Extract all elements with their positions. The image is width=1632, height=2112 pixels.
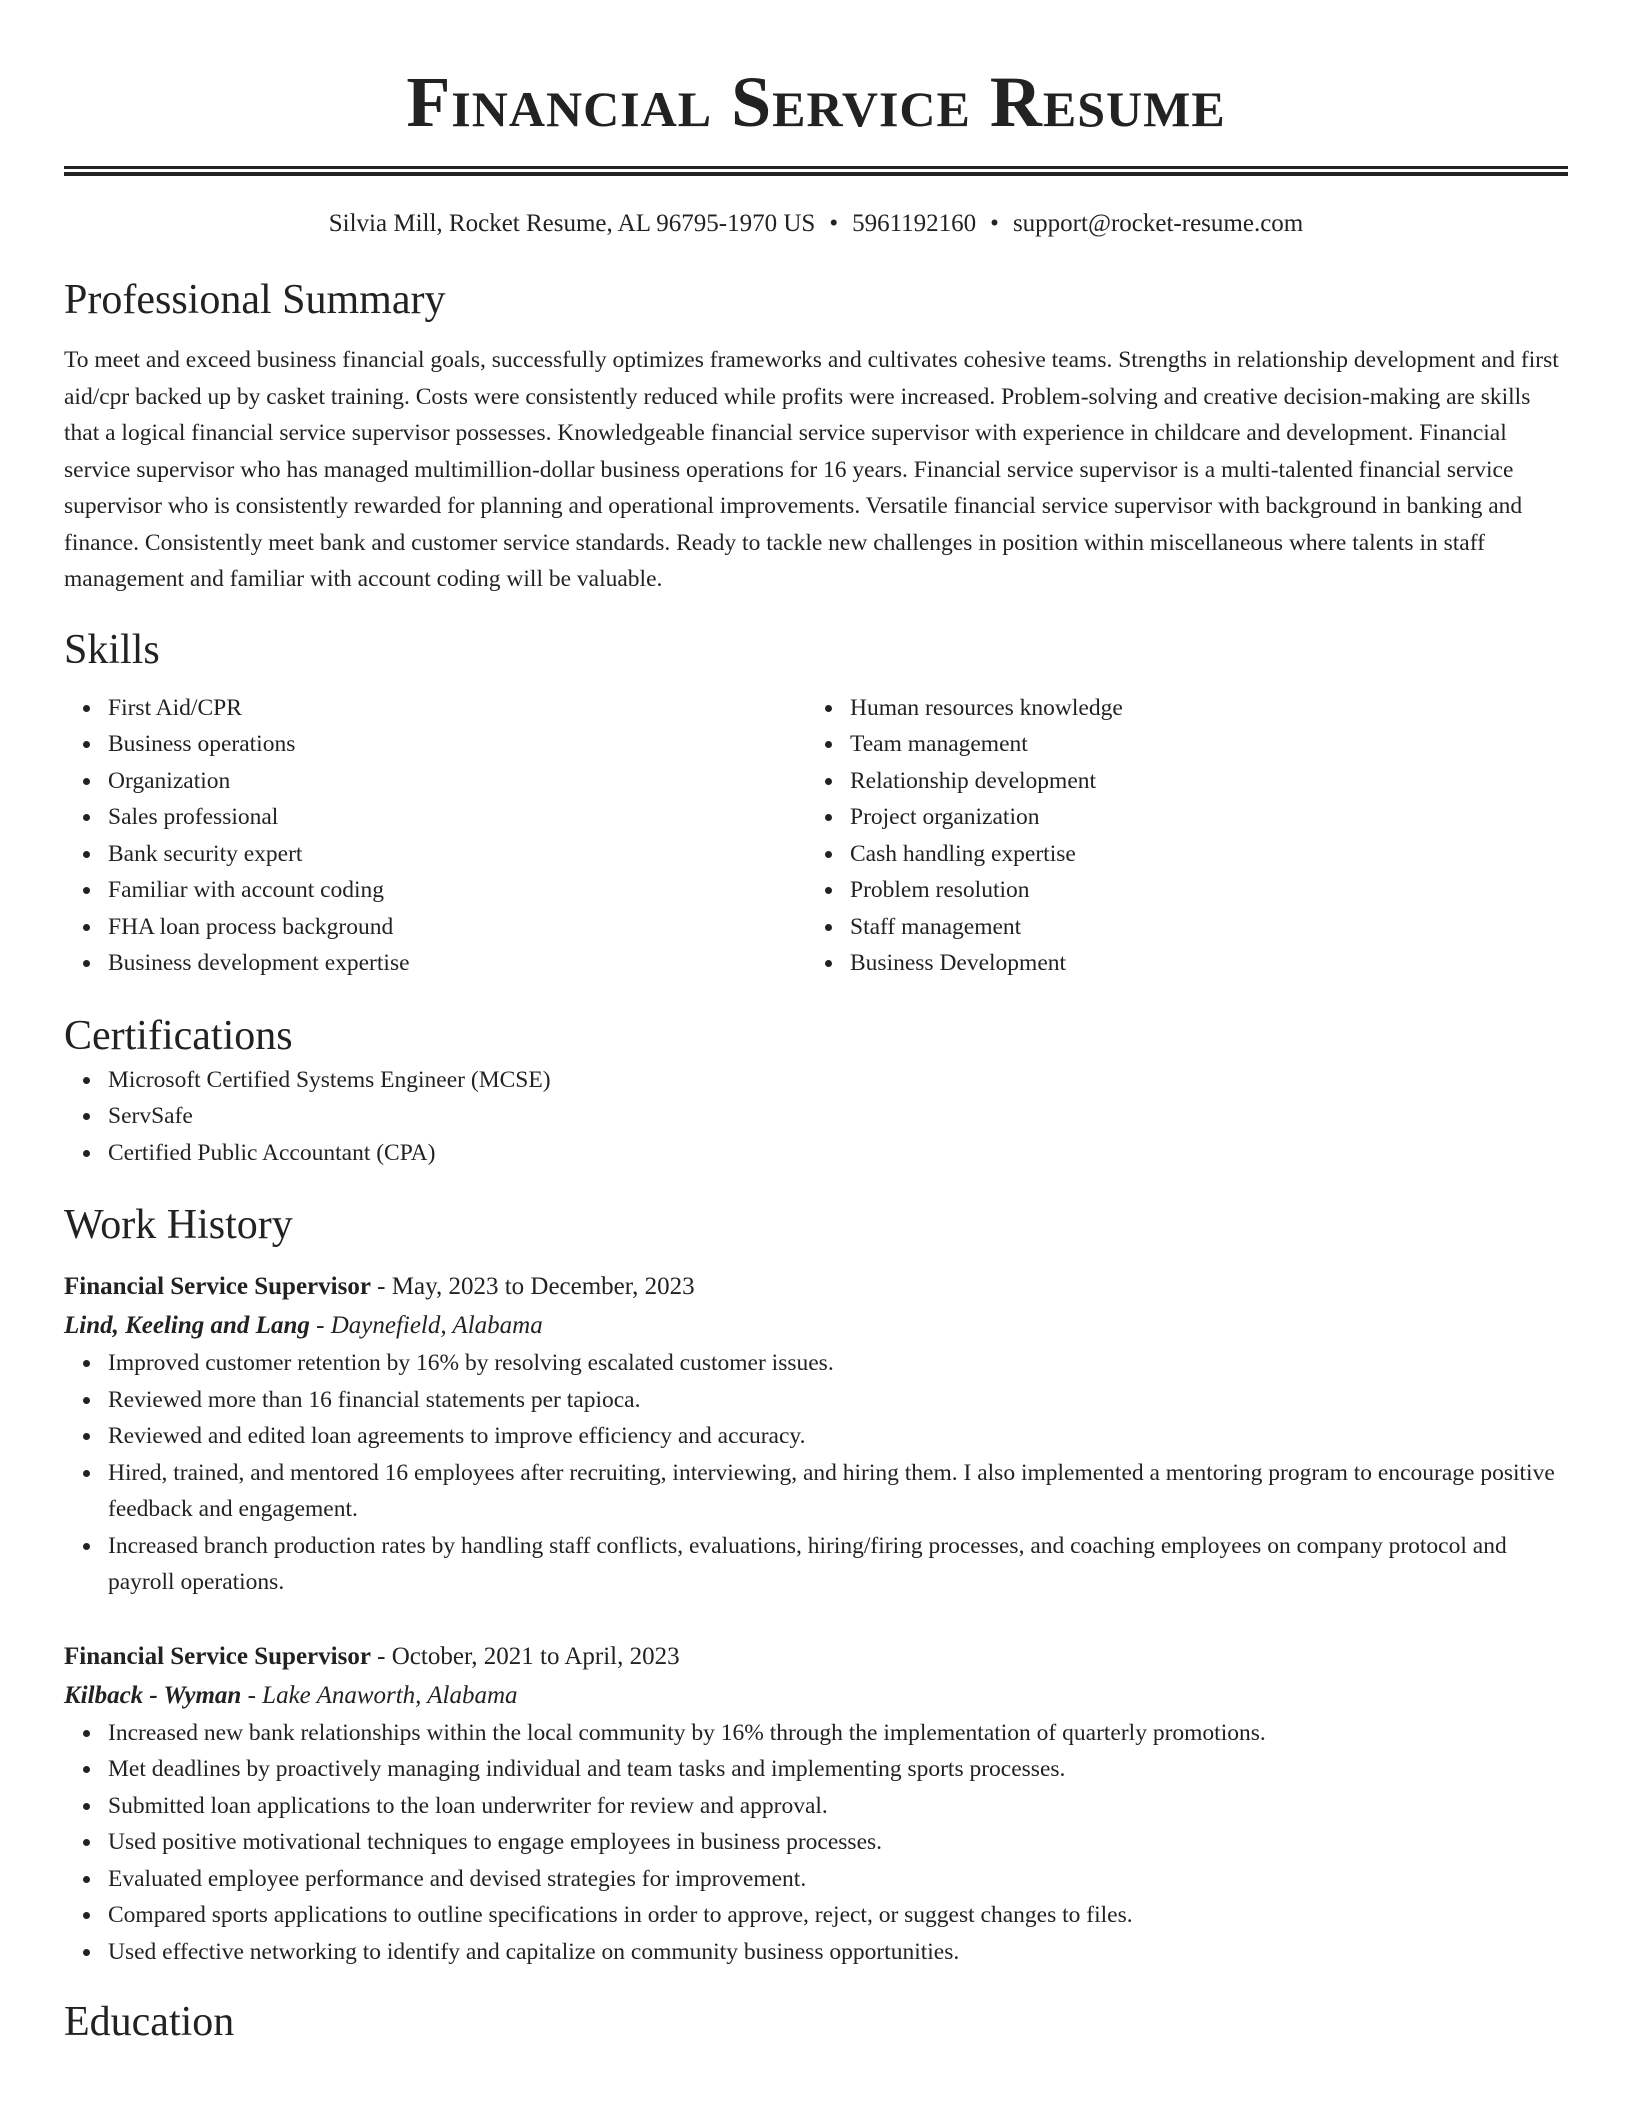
skill-item: Bank security expert <box>108 836 806 873</box>
job-bullet: Improved customer retention by 16% by resolving escalated customer issues. <box>108 1345 1568 1382</box>
job-location: - Lake Anaworth, Alabama <box>241 1681 518 1709</box>
skills-list-left <box>64 690 806 982</box>
job-company-line <box>64 1676 1568 1715</box>
job-bullets <box>64 1715 1568 1971</box>
skill-item: FHA loan process background <box>108 909 806 946</box>
skills-heading: Skills <box>64 626 160 673</box>
contact-line <box>64 208 1568 240</box>
skills-grid <box>64 690 1568 982</box>
skill-item: Organization <box>108 763 806 800</box>
certifications-list <box>64 1062 1568 1172</box>
skill-item: Human resources knowledge <box>850 690 1548 727</box>
certification-item: Certified Public Accountant (CPA) <box>108 1135 1568 1172</box>
summary-text: To meet and exceed business financial goals, successfully optimizes frameworks and cultivates cohesive teams. Strengths in relationship development and first aid/cpr backed up by casket training. Costs were consistently reduced while profits were increased. Problem-solving and creative decision-making are skills that a logical financial service supervisor possesses. Knowledgeable financial service supervisor with experience in childcare and development. Financial service supervisor who has managed multimillion-dollar business operations for 16 years. Financial service supervisor is a multi-talented financial service supervisor who is consistently rewarded for planning and operational improvements. Versatile financial service supervisor with background in banking and finance. Consistently meet bank and customer service standards. Ready to tackle new challenges in position within miscellaneous where talents in staff management and familiar with account coding will be valuable. <box>64 347 1559 592</box>
job-bullet: Reviewed more than 16 financial statements per tapioca. <box>108 1382 1568 1419</box>
job-bullet: Increased branch production rates by handling staff conflicts, evaluations, hiring/firing processes, and coaching employees on company protocol and payroll operations. <box>108 1528 1568 1601</box>
job-title-line <box>64 1637 1568 1676</box>
job-company-line <box>64 1306 1568 1345</box>
skills-column-right <box>806 690 1548 982</box>
contact-separator: • <box>829 210 839 237</box>
skill-item: Business development expertise <box>108 945 806 982</box>
skills-column-left <box>64 690 806 982</box>
job-bullets <box>64 1345 1568 1601</box>
contact-email: support@rocket-resume.com <box>1012 210 1304 237</box>
summary-heading: Professional Summary <box>64 277 446 323</box>
contact-separator: • <box>990 210 999 237</box>
job-bullet: Compared sports applications to outline specifications in order to approve, reject, or suggest changes to files. <box>108 1897 1568 1934</box>
work-history-heading: Work History <box>64 1202 293 1248</box>
job-company: Lind, Keeling and Lang <box>64 1312 310 1339</box>
job-bullet: Used positive motivational techniques to engage employees in business processes. <box>108 1824 1568 1861</box>
skill-item: Sales professional <box>108 799 806 836</box>
job-bullet: Evaluated employee performance and devised strategies for improvement. <box>108 1861 1568 1898</box>
skill-item: Team management <box>850 726 1548 763</box>
job-title: Financial Service Supervisor <box>64 1642 371 1670</box>
skills-list-right <box>806 690 1548 982</box>
contact-phone: 5961192160 <box>852 210 977 237</box>
skill-item: Cash handling expertise <box>850 836 1548 873</box>
contact-address: Silvia Mill, Rocket Resume, AL 96795-1970 US <box>328 210 816 237</box>
job-title: Financial Service Supervisor <box>64 1273 371 1300</box>
skill-item: Business Development <box>850 945 1548 982</box>
skill-item: Problem resolution <box>850 872 1548 909</box>
skill-item: Relationship development <box>850 763 1548 800</box>
job-company: Kilback - Wyman <box>64 1681 242 1709</box>
job-dates: - May, 2023 to December, 2023 <box>370 1273 695 1300</box>
job-bullet: Reviewed and edited loan agreements to improve efficiency and accuracy. <box>108 1418 1568 1455</box>
job-bullet: Submitted loan applications to the loan underwriter for review and approval. <box>108 1788 1568 1825</box>
skill-item: Familiar with account coding <box>108 872 806 909</box>
job-entry <box>64 1637 1568 1971</box>
skill-item: Project organization <box>850 799 1548 836</box>
skill-item: Business operations <box>108 726 806 763</box>
job-bullet: Hired, trained, and mentored 16 employees after recruiting, interviewing, and hiring them. I also implemented a mentoring program to encourage positive feedback and engagement. <box>108 1455 1568 1528</box>
job-dates: - October, 2021 to April, 2023 <box>370 1642 680 1670</box>
certifications-heading: Certifications <box>64 1012 293 1059</box>
job-bullet: Used effective networking to identify and capitalize on community business opportunities. <box>108 1934 1568 1971</box>
certification-item: Microsoft Certified Systems Engineer (MCSE) <box>108 1062 1568 1099</box>
title-divider <box>64 166 1568 176</box>
job-title-line <box>64 1267 1568 1306</box>
skill-item: Staff management <box>850 909 1548 946</box>
resume-title: Financial Service Resume <box>406 62 1226 142</box>
job-entry <box>64 1267 1568 1601</box>
certification-item: ServSafe <box>108 1098 1568 1135</box>
job-location: - Daynefield, Alabama <box>309 1312 543 1339</box>
job-bullet: Met deadlines by proactively managing individual and team tasks and implementing sports processes. <box>108 1751 1568 1788</box>
job-bullet: Increased new bank relationships within the local community by 16% through the implementation of quarterly promotions. <box>108 1715 1568 1752</box>
education-heading: Education <box>64 1999 235 2045</box>
skill-item: First Aid/CPR <box>108 690 806 727</box>
